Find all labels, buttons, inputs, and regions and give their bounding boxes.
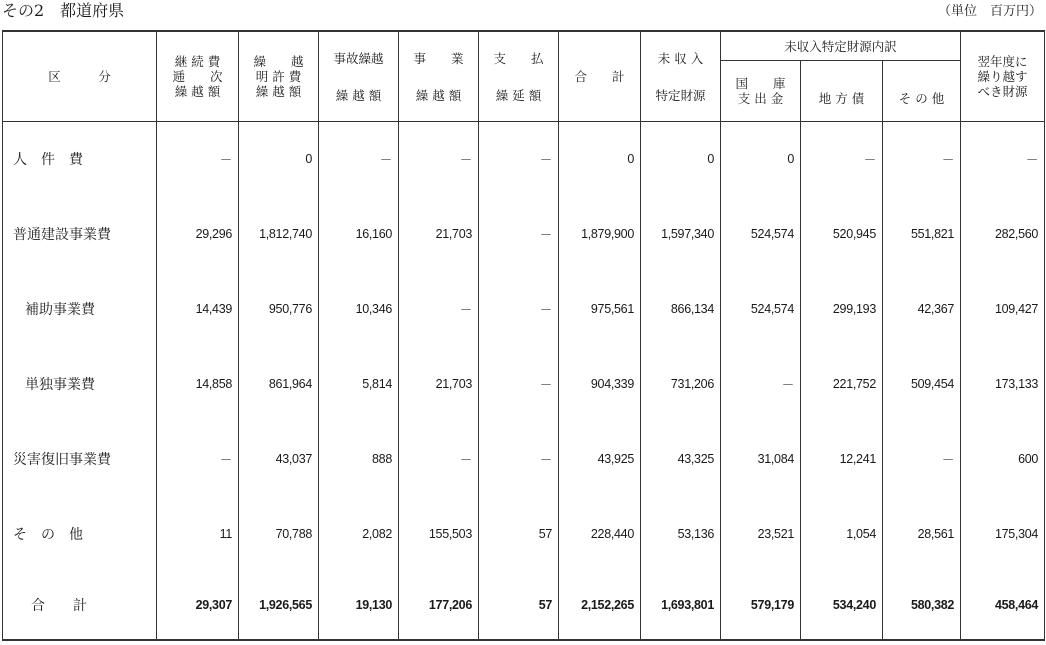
cell-value: 2,082	[319, 497, 399, 572]
header-gokei: 合 計	[559, 31, 641, 122]
row-label: 合 計	[3, 572, 157, 640]
cell-value: 11	[157, 497, 239, 572]
cell-value: 520,945	[801, 197, 883, 272]
cell-value: 0	[239, 122, 319, 197]
row-label: 補助事業費	[3, 272, 157, 347]
cell-value: 1,926,565	[239, 572, 319, 640]
table-row	[3, 272, 1045, 347]
cell-value: 950,776	[239, 272, 319, 347]
header-category: 区 分	[3, 31, 157, 122]
cell-value: 53,136	[641, 497, 721, 572]
cell-value: 282,560	[961, 197, 1045, 272]
cell-value: －	[479, 347, 559, 422]
cell-value: 12,241	[801, 422, 883, 497]
cell-value: 29,296	[157, 197, 239, 272]
cell-value: 5,814	[319, 347, 399, 422]
cell-value: 19,130	[319, 572, 399, 640]
cell-value: 21,703	[399, 347, 479, 422]
cell-value: 31,084	[721, 422, 801, 497]
cell-value: 1,812,740	[239, 197, 319, 272]
cell-value: 57	[479, 572, 559, 640]
cell-value: 57	[479, 497, 559, 572]
cell-value: 600	[961, 422, 1045, 497]
cell-value: 1,879,900	[559, 197, 641, 272]
table-row	[3, 422, 1045, 497]
cell-value: 524,574	[721, 197, 801, 272]
cell-value: 551,821	[883, 197, 961, 272]
cell-value: 43,325	[641, 422, 721, 497]
cell-value: 1,693,801	[641, 572, 721, 640]
total-row	[3, 572, 1045, 640]
cell-value: 534,240	[801, 572, 883, 640]
cell-value: －	[961, 122, 1045, 197]
cell-value: 2,152,265	[559, 572, 641, 640]
cell-value: 0	[559, 122, 641, 197]
cell-value: 175,304	[961, 497, 1045, 572]
header-mishunyu: 未 収 入 特定財源	[641, 31, 721, 122]
cell-value: 579,179	[721, 572, 801, 640]
cell-value: 29,307	[157, 572, 239, 640]
row-label: 災害復旧事業費	[3, 422, 157, 497]
table-row	[3, 347, 1045, 422]
cell-value: 28,561	[883, 497, 961, 572]
header-jiko: 事故繰越 繰 越 額	[319, 31, 399, 122]
cell-value: 14,439	[157, 272, 239, 347]
cell-value: 21,703	[399, 197, 479, 272]
cell-value: －	[479, 272, 559, 347]
cell-value: 888	[319, 422, 399, 497]
table-row	[3, 197, 1045, 272]
cell-value: －	[157, 122, 239, 197]
header-uchiwake: 未収入特定財源内訳	[721, 31, 961, 61]
cell-value: 221,752	[801, 347, 883, 422]
cell-value: －	[883, 422, 961, 497]
cell-value: 16,160	[319, 197, 399, 272]
cell-value: －	[157, 422, 239, 497]
cell-value: 866,134	[641, 272, 721, 347]
cell-value: 861,964	[239, 347, 319, 422]
cell-value: 731,206	[641, 347, 721, 422]
row-label: 普通建設事業費	[3, 197, 157, 272]
cell-value: 904,339	[559, 347, 641, 422]
cell-value: 70,788	[239, 497, 319, 572]
row-label: そ の 他	[3, 497, 157, 572]
page-title: その2 都道府県	[2, 1, 125, 20]
unit-note: （単位 百万円）	[937, 4, 1042, 19]
cell-value: 155,503	[399, 497, 479, 572]
cell-value: 524,574	[721, 272, 801, 347]
cell-value: 43,925	[559, 422, 641, 497]
cell-value: 14,858	[157, 347, 239, 422]
cell-value: 0	[641, 122, 721, 197]
table-row	[3, 497, 1045, 572]
cell-value: 0	[721, 122, 801, 197]
cell-value: 1,597,340	[641, 197, 721, 272]
header-shiharai: 支 払 繰 延 額	[479, 31, 559, 122]
cell-value: －	[479, 197, 559, 272]
cell-value: 10,346	[319, 272, 399, 347]
header-yokunendo: 翌年度に 繰り越す べき財源	[961, 31, 1045, 122]
cell-value: 228,440	[559, 497, 641, 572]
cell-value: 299,193	[801, 272, 883, 347]
header-kokko: 国 庫 支 出 金	[721, 61, 801, 122]
cell-value: －	[319, 122, 399, 197]
cell-value: 975,561	[559, 272, 641, 347]
cell-value: －	[399, 422, 479, 497]
row-label: 単独事業費	[3, 347, 157, 422]
header-meikyo: 繰 越 明 許 費 繰 越 額	[239, 31, 319, 122]
header-jigyo: 事 業 繰 越 額	[399, 31, 479, 122]
cell-value: －	[479, 122, 559, 197]
header-chihosai: 地 方 債	[801, 61, 883, 122]
cell-value: 43,037	[239, 422, 319, 497]
header-sonota: そ の 他	[883, 61, 961, 122]
cell-value: －	[801, 122, 883, 197]
carryover-table	[2, 30, 1045, 641]
row-label: 人 件 費	[3, 122, 157, 197]
cell-value: 23,521	[721, 497, 801, 572]
cell-value: －	[399, 272, 479, 347]
cell-value: 177,206	[399, 572, 479, 640]
header-keizoku: 継 続 費 逓 次 繰 越 額	[157, 31, 239, 122]
cell-value: 109,427	[961, 272, 1045, 347]
cell-value: －	[883, 122, 961, 197]
cell-value: －	[721, 347, 801, 422]
cell-value: 580,382	[883, 572, 961, 640]
cell-value: 509,454	[883, 347, 961, 422]
cell-value: －	[479, 422, 559, 497]
cell-value: 42,367	[883, 272, 961, 347]
cell-value: 173,133	[961, 347, 1045, 422]
cell-value: 458,464	[961, 572, 1045, 640]
cell-value: 1,054	[801, 497, 883, 572]
table-row	[3, 122, 1045, 197]
cell-value: －	[399, 122, 479, 197]
